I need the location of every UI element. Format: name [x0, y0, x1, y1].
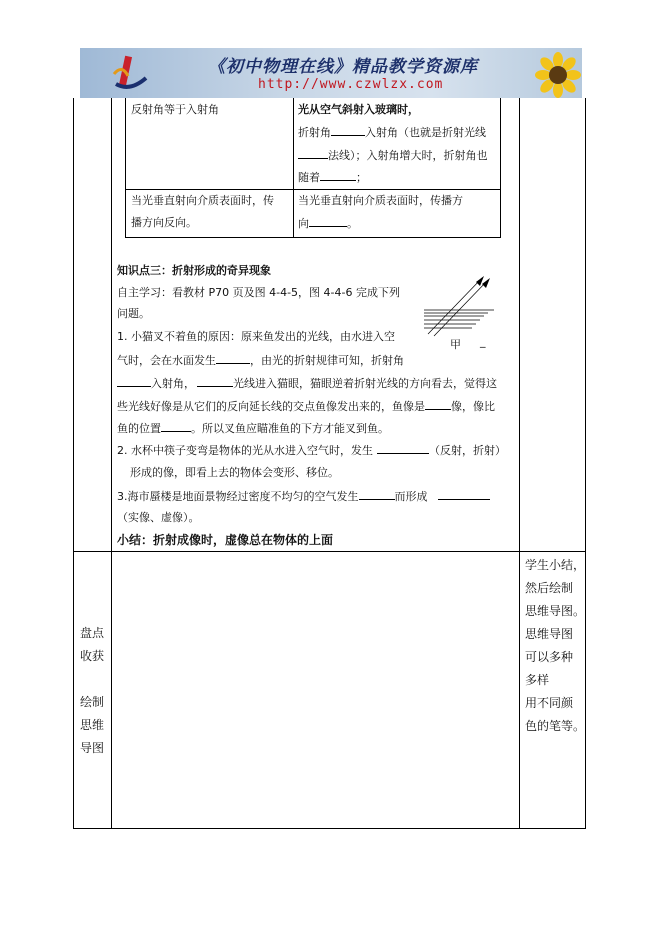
cell-refraction-heading: 光从空气斜射入玻璃时， — [298, 103, 419, 116]
left-label-3: 绘制 — [80, 695, 105, 709]
q1-line-2 — [117, 353, 404, 367]
mind-map-area[interactable] — [112, 552, 519, 828]
inner-table-mid — [293, 98, 294, 238]
cell-perpendicular-reflect-2: 播方向反向。 — [131, 216, 197, 229]
cell-refraction-line3 — [298, 170, 367, 184]
text-fragment: （反射，折射） — [429, 444, 506, 457]
q2-line-2: 形成的像，即看上去的物体会变形、移位。 — [130, 466, 339, 479]
q3-line-1 — [117, 489, 490, 503]
left-label-5: 导图 — [80, 741, 105, 755]
cell-refraction-line1 — [298, 125, 486, 139]
left-label-2: 收获 — [80, 649, 105, 663]
blank-field[interactable] — [438, 489, 490, 500]
text-fragment: 入射角， — [151, 377, 195, 390]
text-fragment: 些光线好像是从它们的反向延长线的交点鱼像发出来的，鱼像是 — [117, 400, 425, 413]
text-fragment: 气时，会在水面发生 — [117, 354, 216, 367]
q1-line-4 — [117, 399, 495, 413]
blank-field[interactable] — [309, 216, 347, 227]
section-heading: 知识点三：折射形成的奇异现象 — [117, 264, 271, 277]
blank-field[interactable] — [216, 353, 250, 364]
inner-table-left — [125, 98, 126, 238]
blank-field[interactable] — [359, 489, 395, 500]
note-line-4: 思维导图 — [525, 627, 574, 641]
blank-field[interactable] — [320, 170, 356, 181]
sunflower-icon — [535, 52, 581, 98]
note-line-8: 色的笔等。 — [525, 719, 586, 733]
q1-line-3 — [117, 376, 497, 390]
table-border-right — [585, 98, 586, 829]
blank-field[interactable] — [161, 421, 191, 432]
figure-label-a: 甲 — [450, 338, 461, 351]
note-line-2: 然后绘制 — [525, 581, 574, 595]
text-fragment: 法线）；入射角增大时，折射角也 — [328, 149, 488, 162]
left-label-4: 思维 — [80, 718, 105, 732]
q1-line-1: 1. 小猫叉不着鱼的原因：原来鱼发出的光线，由水进入空 — [117, 330, 395, 343]
cell-perpendicular-refract-1: 当光垂直射向介质表面时，传播方 — [298, 194, 463, 207]
summary: 小结：折射成像时，虚像总在物体的上面 — [117, 533, 334, 547]
blank-field[interactable] — [331, 125, 365, 136]
text-fragment: 。 — [347, 217, 358, 230]
text-fragment: 入射角（也就是折射光线 — [365, 126, 486, 139]
inner-table-row — [125, 189, 501, 190]
left-label-1: 盘点 — [80, 626, 105, 640]
blank-field[interactable] — [298, 148, 328, 159]
blank-field[interactable] — [377, 443, 429, 454]
cell-refraction-line2 — [298, 148, 488, 162]
text-fragment: 折射角 — [298, 126, 331, 139]
text-fragment: 鱼的位置 — [117, 422, 161, 435]
table-border-col2 — [519, 98, 520, 829]
text-fragment: 。所以叉鱼应瞄准鱼的下方才能叉到鱼。 — [191, 422, 389, 435]
text-fragment: 而形成 — [394, 490, 428, 503]
text-fragment: 向 — [298, 217, 309, 230]
inner-table-right — [500, 98, 501, 238]
q1-line-5 — [117, 421, 389, 435]
text-fragment: 光线进入猫眼，猫眼逆着折射光线的方向看去，觉得这 — [233, 377, 497, 390]
blank-field[interactable] — [197, 376, 233, 387]
text-fragment: ； — [356, 171, 367, 184]
cell-perpendicular-refract-2 — [298, 216, 358, 230]
intro-line-1: 自主学习：看教材 P70 页及图 4-4-5，图 4-4-6 完成下列 — [117, 286, 400, 299]
note-line-7: 用不同颜 — [525, 696, 574, 710]
inner-table-bottom — [125, 237, 501, 238]
header-banner — [80, 48, 582, 98]
text-fragment: 随着 — [298, 171, 320, 184]
q2-line-1 — [117, 443, 506, 457]
table-border-bottom — [73, 828, 586, 829]
note-line-6: 多样 — [525, 673, 550, 687]
table-border-left — [73, 98, 74, 829]
text-fragment: ，由光的折射规律可知，折射角 — [250, 354, 404, 367]
text-fragment: 2. 水杯中筷子变弯是物体的光从水进入空气时，发生 — [117, 444, 373, 457]
banner-title: 《初中物理在线》精品教学资源库 — [208, 57, 478, 77]
cell-reflection-rule: 反射角等于入射角 — [131, 103, 219, 116]
cell-perpendicular-reflect-1: 当光垂直射向介质表面时，传 — [131, 194, 274, 207]
intro-line-2: 问题。 — [117, 307, 150, 320]
blank-field[interactable] — [117, 376, 151, 387]
text-fragment: 像，像比 — [451, 400, 495, 413]
note-line-1: 学生小结， — [525, 558, 586, 572]
text-fragment: 3.海市蜃楼是地面景物经过密度不均匀的空气发生 — [117, 490, 359, 503]
q3-line-2: （实像、虚像）。 — [117, 511, 200, 524]
banner-url: http://www.czwlzx.com — [258, 77, 444, 92]
note-line-3: 思维导图。 — [525, 604, 586, 618]
note-line-5: 可以多种 — [525, 650, 574, 664]
blank-field[interactable] — [425, 399, 451, 410]
logo-icon — [110, 54, 150, 94]
figure-label-b: _ — [480, 335, 486, 348]
